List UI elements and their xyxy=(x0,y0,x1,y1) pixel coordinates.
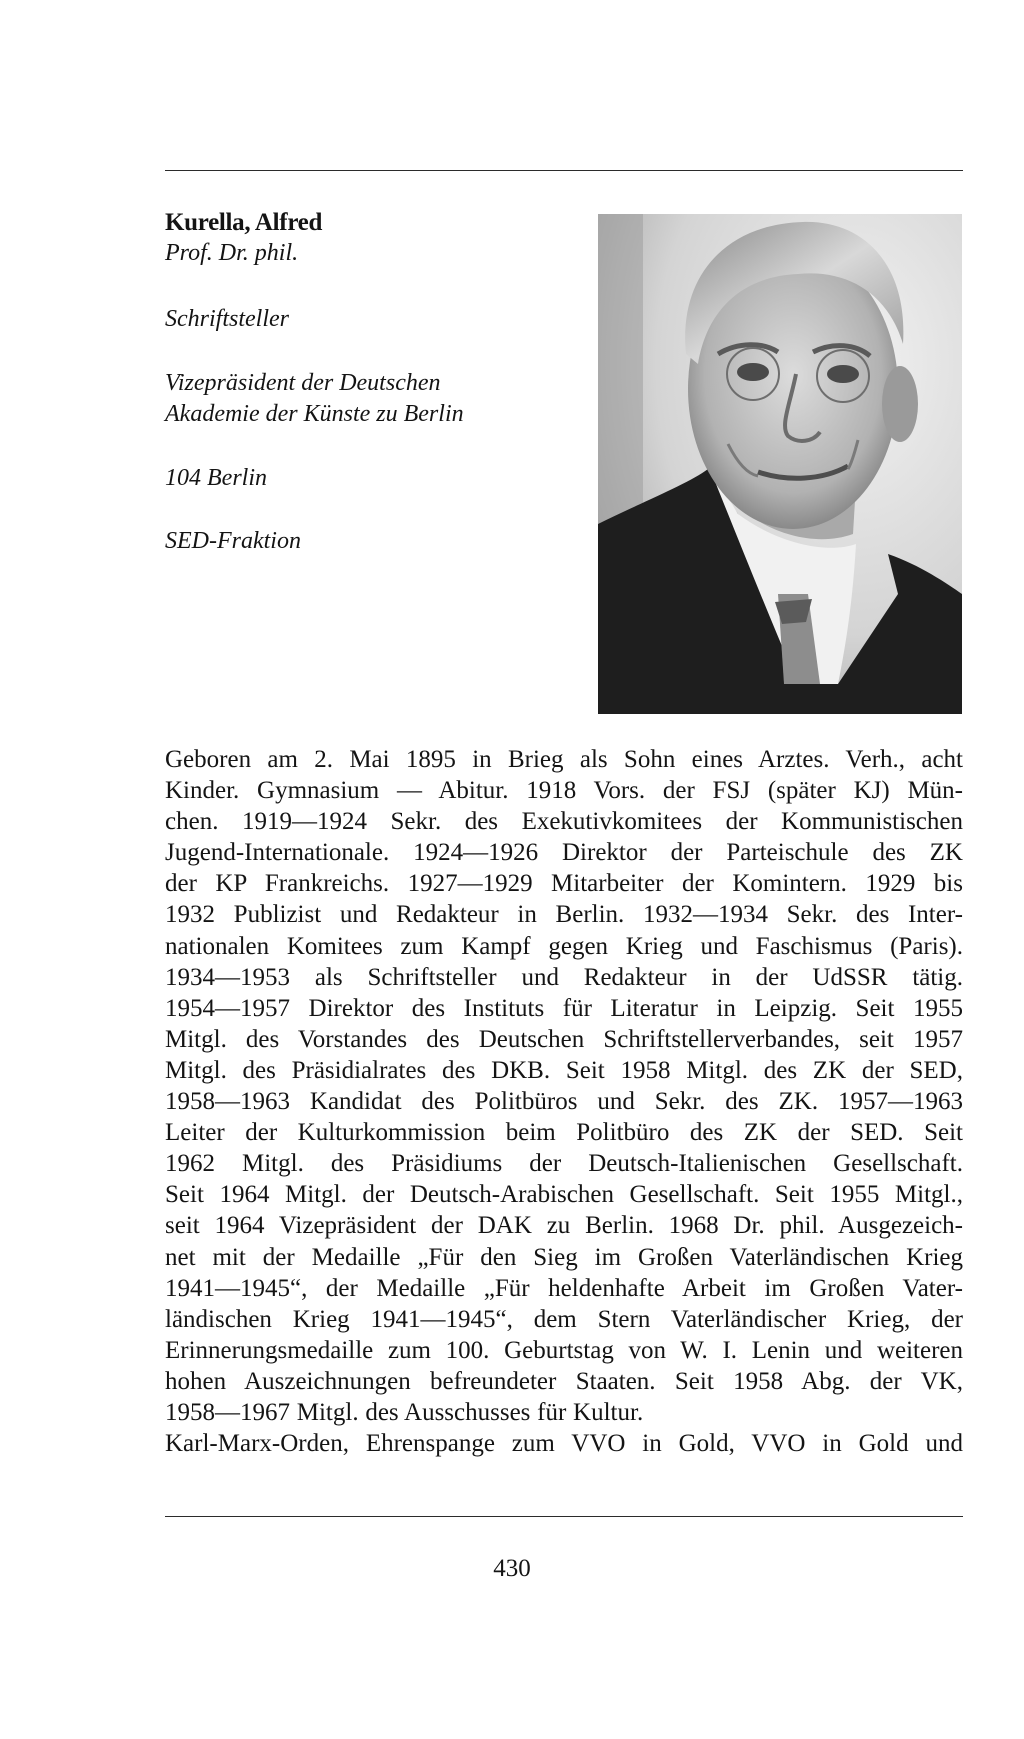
biography-line: 1958—1963 Kandidat des Politbüros und Sekr. des ZK. 1957—1963 xyxy=(165,1088,963,1116)
bottom-rule xyxy=(165,1516,963,1517)
biography-line: Kinder. Gymnasium — Abitur. 1918 Vors. der FSJ (später KJ) Mün- xyxy=(165,777,963,805)
person-name: Kurella, Alfred xyxy=(165,209,323,236)
biography-line: 1934—1953 als Schriftsteller und Redakteur in der UdSSR tätig. xyxy=(165,963,963,991)
biography-line: 1932 Publizist und Redakteur in Berlin. 1932—1934 Sekr. des Inter- xyxy=(165,901,963,929)
biography-text xyxy=(165,744,963,1459)
biography-line: Erinnerungsmedaille zum 100. Geburtstag von W. I. Lenin und weiteren xyxy=(165,1336,963,1364)
location: 104 Berlin xyxy=(165,465,267,491)
biography-line: seit 1964 Vizepräsident der DAK zu Berlin. 1968 Dr. phil. Ausgezeich- xyxy=(165,1212,963,1240)
biography-line: 1954—1957 Direktor des Instituts für Literatur in Leipzig. Seit 1955 xyxy=(165,994,963,1022)
biography-line: 1941—1945“, der Medaille „Für heldenhafte Arbeit im Großen Vater- xyxy=(165,1274,963,1302)
biography-line: Karl-Marx-Orden, Ehrenspange zum VVO in Gold, VVO in Gold und xyxy=(165,1430,963,1458)
biography-line: 1962 Mitgl. des Präsidiums der Deutsch-Italienischen Gesellschaft. xyxy=(165,1150,963,1178)
biography-line: nationalen Komitees zum Kampf gegen Krieg und Faschismus (Paris). xyxy=(165,932,963,960)
biography-line: Jugend-Internationale. 1924—1926 Direktor der Parteischule des ZK xyxy=(165,839,963,867)
page-number: 430 xyxy=(493,1555,531,1582)
biography-line: chen. 1919—1924 Sekr. des Exekutivkomitees der Kommunistischen xyxy=(165,808,963,836)
biography-line: Seit 1964 Mitgl. der Deutsch-Arabischen Gesellschaft. Seit 1955 Mitgl., xyxy=(165,1181,963,1209)
position-line-2: Akademie der Künste zu Berlin xyxy=(165,401,464,427)
biography-line: hohen Auszeichnungen befreundeter Staaten. Seit 1958 Abg. der VK, xyxy=(165,1367,963,1395)
position-line-1: Vizepräsident der Deutschen xyxy=(165,370,441,396)
biography-line: Mitgl. des Präsidialrates des DKB. Seit 1958 Mitgl. des ZK der SED, xyxy=(165,1056,963,1084)
portrait-photo xyxy=(598,214,962,714)
top-rule xyxy=(165,170,963,171)
academic-title: Prof. Dr. phil. xyxy=(165,240,299,266)
biography-line: der KP Frankreichs. 1927—1929 Mitarbeiter der Komintern. 1929 bis xyxy=(165,870,963,898)
biography-line: ländischen Krieg 1941—1945“, dem Stern Vaterländischer Krieg, der xyxy=(165,1305,963,1333)
biography-line: 1958—1967 Mitgl. des Ausschusses für Kultur. xyxy=(165,1398,644,1426)
biography-line: Mitgl. des Vorstandes des Deutschen Schriftstellerverbandes, seit 1957 xyxy=(165,1025,963,1053)
faction: SED-Fraktion xyxy=(165,528,301,554)
biography-line: Leiter der Kulturkommission beim Politbüro des ZK der SED. Seit xyxy=(165,1119,963,1147)
profession: Schriftsteller xyxy=(165,306,289,332)
biography-line: Geboren am 2. Mai 1895 in Brieg als Sohn eines Arztes. Verh., acht xyxy=(165,746,963,773)
biography-line: net mit der Medaille „Für den Sieg im Großen Vaterländischen Krieg xyxy=(165,1243,963,1271)
entry-header xyxy=(165,208,585,554)
